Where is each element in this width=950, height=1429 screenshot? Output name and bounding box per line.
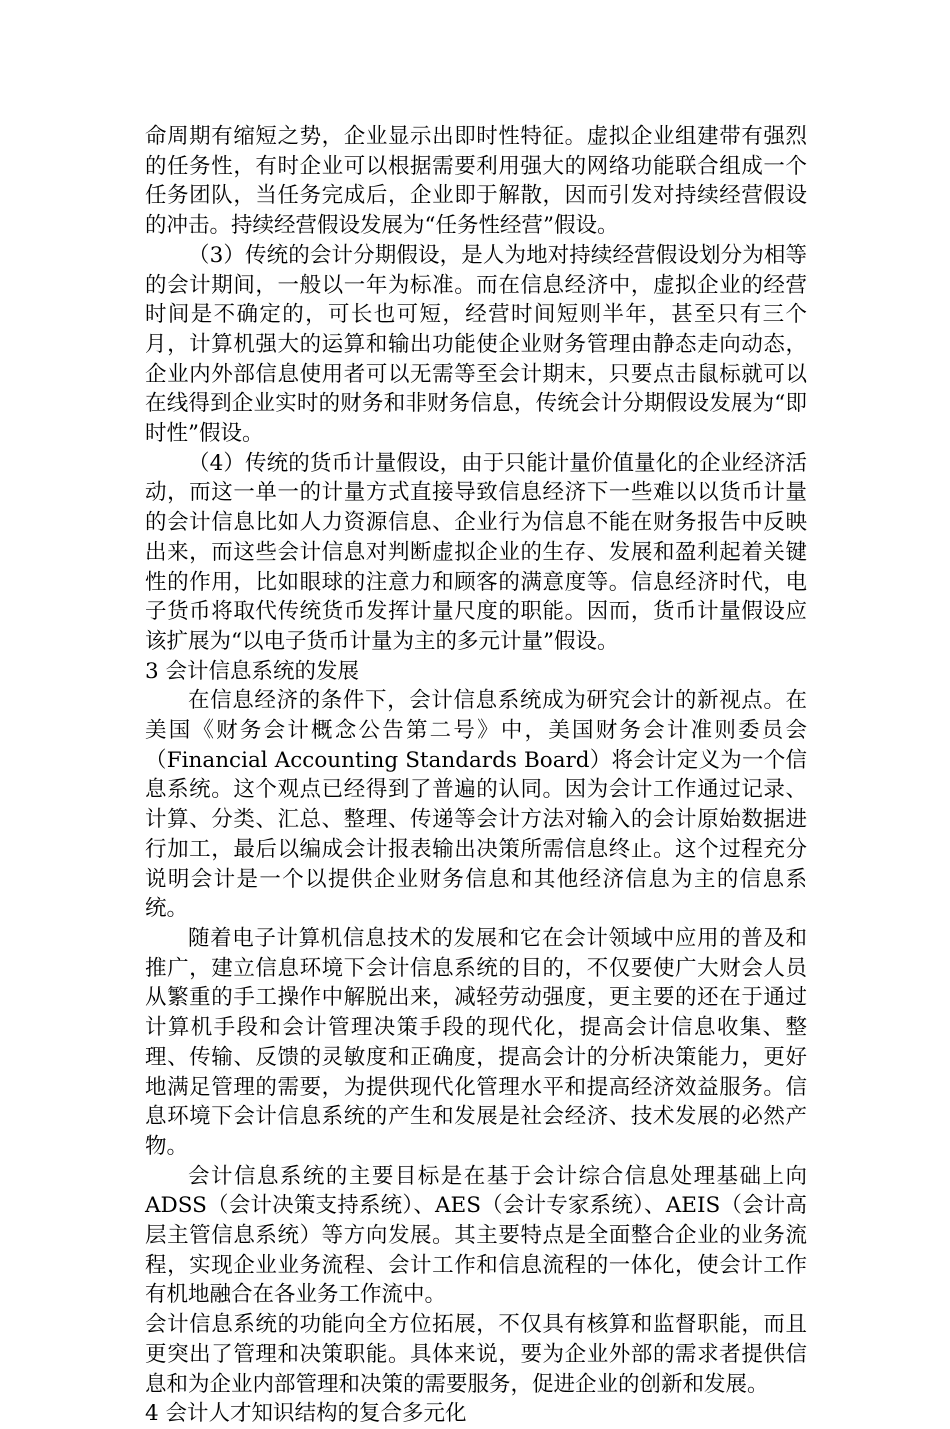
paragraph-main-goal: 会计信息系统的主要目标是在基于会计综合信息处理基础上向ADSS（会计决策支持系统）、AES（会计专家系统）、AEIS（会计高层主管信息系统）等方向发展。其主要特点是全面整合企业的业务流程，实现企业业务流程、会计工作和信息流程的一体化，使会计工作有机地融合在各业务工作流中。 [145,1163,807,1308]
paragraph-continued: 命周期有缩短之势，企业显示出即时性特征。虚拟企业组建带有强烈的任务性，有时企业可以根据需要利用强大的网络功能联合组成一个任务团队，当任务完成后，企业即于解散，因而引发对持续经营假设的冲击。持续经营假设发展为“任务性经营”假设。 [145,124,807,239]
paragraph-monetary-measurement: （4）传统的货币计量假设，由于只能计量价值量化的企业经济活动，而这一单一的计量方式直接导致信息经济下一些难以以货币计量的会计信息比如人力资源信息、企业行为信息不能在财务报告中反映出来，而这些会计信息对判断虚拟企业的生存、发展和盈利起着关键性的作用，比如眼球的注意力和顾客的满意度等。信息经济时代，电子货币将取代传统货币发挥计量尺度的职能。因而，货币计量假设应该扩展为“以电子货币计量为主的多元计量”假设。 [145,450,807,654]
paragraph-accounting-period: （3）传统的会计分期假设，是人为地对持续经营假设划分为相等的会计期间，一般以一年为标准。而在信息经济中，虚拟企业的经营时间是不确定的，可长也可短，经营时间短则半年，甚至只有三个月，计算机强大的运算和输出功能使企业财务管理由静态走向动态，企业内外部信息使用者可以无需等至会计期末，只要点击鼠标就可以在线得到企业实时的财务和非财务信息，传统会计分期假设发展为“即时性”假设。 [145,242,807,447]
section-heading-4: 4 会计人才知识结构的复合多元化 [145,1401,467,1427]
paragraph-functions: 会计信息系统的功能向全方位拓展，不仅具有核算和监督职能，而且更突出了管理和决策职能。具体来说，要为企业外部的需求者提供信息和为企业内部管理和决策的需要服务，促进企业的创新和发展。 [145,1312,807,1397]
paragraph-information-system: 在信息经济的条件下，会计信息系统成为研究会计的新视点。在美国《财务会计概念公告第二号》中，美国财务会计准则委员会（Financial Accounting Standards Board）将会计定义为一个信息系统。这个观点已经得到了普遍的认同。因为会计工作通过记录、计算、分类、汇总、整理、传递等会计方法对输入的会计原始数据进行加工，最后以编成会计报表输出决策所需信息终止。这个过程充分说明会计是一个以提供企业财务信息和其他经济信息为主的信息系统。 [145,688,807,922]
paragraph-computer-technology: 随着电子计算机信息技术的发展和它在会计领域中应用的普及和推广，建立信息环境下会计信息系统的目的，不仅要使广大财会人员从繁重的手工操作中解脱出来，减轻劳动强度，更主要的还在于通过计算机手段和会计管理决策手段的现代化，提高会计信息收集、整理、传输、反馈的灵敏度和正确度，提高会计的分析决策能力，更好地满足管理的需要，为提供现代化管理水平和提高经济效益服务。信息环境下会计信息系统的产生和发展是社会经济、技术发展的必然产物。 [145,925,807,1159]
document-body [145,122,807,1429]
section-heading-3: 3 会计信息系统的发展 [145,658,360,684]
